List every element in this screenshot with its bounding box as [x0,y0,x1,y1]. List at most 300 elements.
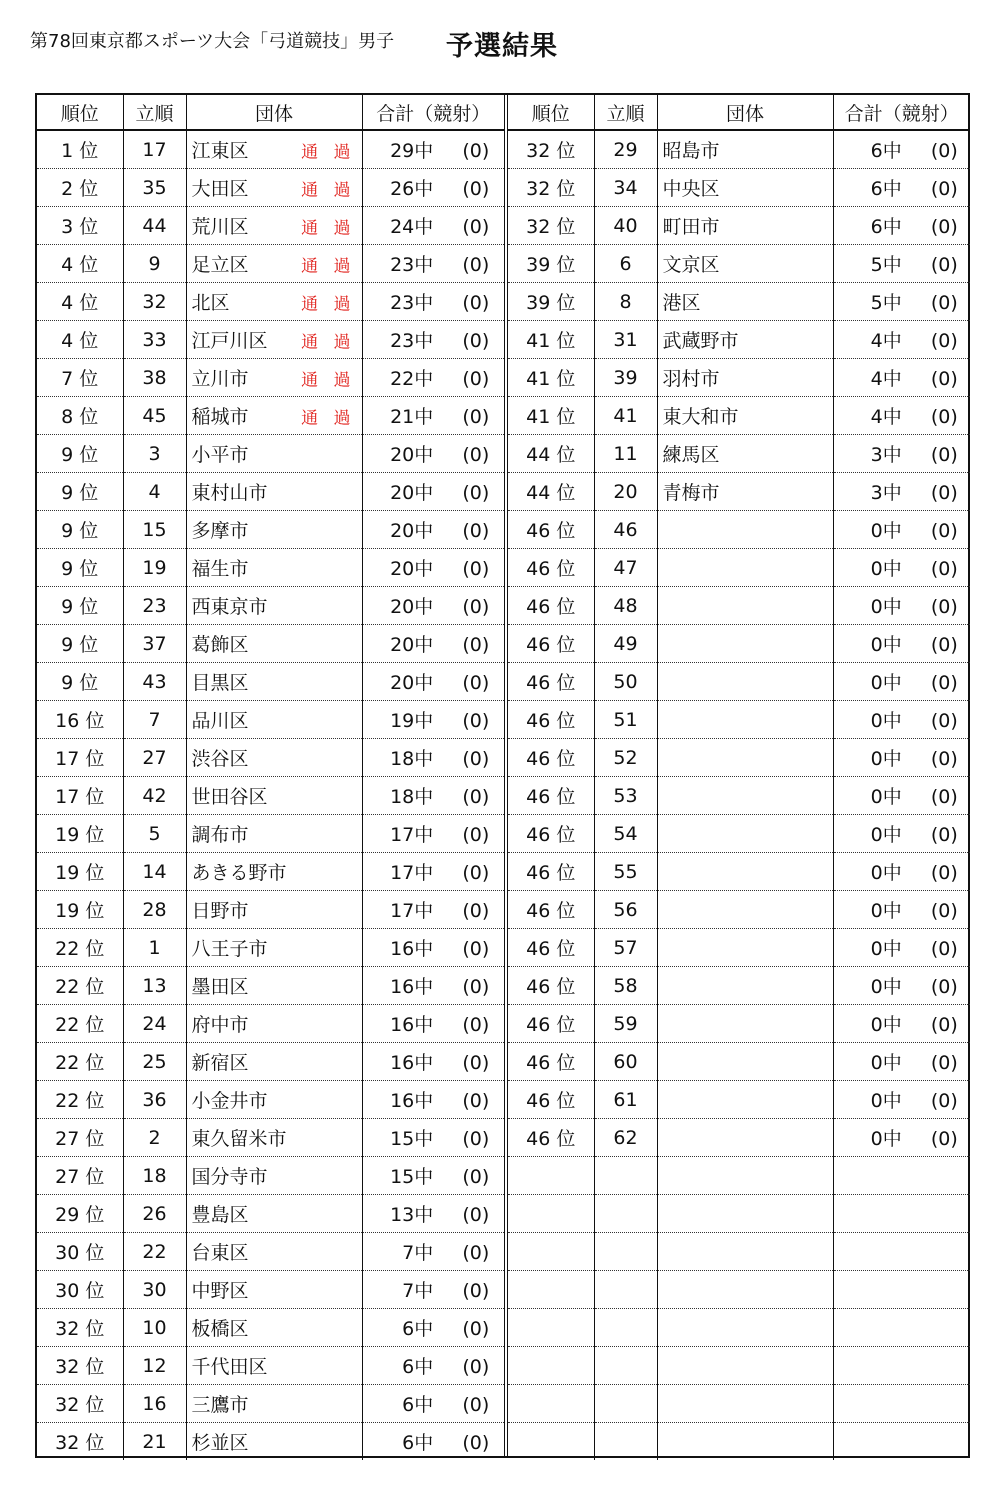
team-cell [186,1119,362,1157]
team-cell [186,1347,362,1385]
team-cell [657,1309,833,1347]
order-cell: 56 [594,891,657,929]
total-cell [362,625,504,663]
order-cell: 54 [594,815,657,853]
team-cell [657,245,833,283]
rank-cell: 46 位 [508,663,594,701]
total-hits: 3中 [870,482,902,504]
table-row [508,891,970,929]
rank-cell: 46 位 [508,1043,594,1081]
order-cell: 17 [123,130,186,169]
rank-cell: 19 位 [37,815,123,853]
table-row [37,549,504,587]
total-cell [362,1043,504,1081]
order-cell: 52 [594,739,657,777]
total-hits: 16中 [390,1090,434,1112]
total-hits: 4中 [870,330,902,352]
results-table-right [508,95,970,1456]
total-cell [833,1119,970,1157]
rank-cell: 39 位 [508,283,594,321]
team-name: 港区 [662,292,701,314]
team-cell [657,891,833,929]
header-total: 合計（競射） [833,95,970,130]
table-row [508,739,970,777]
total-cell [833,663,970,701]
team-cell [657,739,833,777]
total-cell [833,321,970,359]
total-hits: 6中 [402,1432,434,1454]
team-cell [186,967,362,1005]
team-cell [657,815,833,853]
team-name: 小平市 [191,444,249,466]
total-hits: 22中 [390,368,434,390]
rank-cell: 32 位 [508,207,594,245]
rank-cell: 9 位 [37,625,123,663]
team-cell [657,1271,833,1309]
pass-badge: 通 過 [301,142,356,162]
team-name: 青梅市 [662,482,720,504]
table-header-right [508,95,970,130]
team-cell [186,1081,362,1119]
team-name: 練馬区 [662,444,720,466]
total-hits: 23中 [390,292,434,314]
team-cell [186,130,362,169]
total-hits: 6中 [402,1318,434,1340]
total-cell [362,435,504,473]
total-hits: 0中 [870,710,902,732]
team-name: あきる野市 [191,862,287,884]
shootoff-hits: (0) [930,938,958,960]
rank-cell: 32 位 [37,1309,123,1347]
total-cell [362,1347,504,1385]
team-cell [657,169,833,207]
header-team: 団体 [657,95,833,130]
results-table-left [37,95,504,1456]
total-cell [362,663,504,701]
team-name: 小金井市 [191,1090,268,1112]
table-row [508,929,970,967]
rank-cell: 46 位 [508,853,594,891]
total-hits: 16中 [390,1052,434,1074]
shootoff-hits: (0) [930,976,958,998]
team-cell [186,169,362,207]
table-row [508,853,970,891]
rank-cell: 22 位 [37,1043,123,1081]
table-row [508,549,970,587]
total-cell [362,929,504,967]
table-row [508,815,970,853]
shootoff-hits: (0) [930,634,958,656]
team-cell [657,473,833,511]
shootoff-hits: (0) [462,710,490,732]
team-cell [186,929,362,967]
table-row [37,1271,504,1309]
order-cell: 4 [123,473,186,511]
team-name: 府中市 [191,1014,249,1036]
total-hits: 6中 [870,140,902,162]
total-cell [833,777,970,815]
order-cell: 7 [123,701,186,739]
total-hits: 0中 [870,634,902,656]
rank-cell: 22 位 [37,929,123,967]
table-row [37,207,504,245]
total-cell [362,1195,504,1233]
total-hits: 6中 [870,178,902,200]
rank-cell: 1 位 [37,130,123,169]
order-cell: 5 [123,815,186,853]
shootoff-hits: (0) [462,596,490,618]
table-row [37,321,504,359]
total-cell [833,1081,970,1119]
rank-cell [508,1271,594,1309]
shootoff-hits: (0) [462,862,490,884]
rank-cell: 32 位 [508,169,594,207]
rank-cell: 32 位 [37,1347,123,1385]
total-hits: 20中 [390,558,434,580]
total-hits: 21中 [390,406,434,428]
total-hits: 4中 [870,406,902,428]
total-hits: 0中 [870,976,902,998]
total-hits: 20中 [390,520,434,542]
shootoff-hits: (0) [930,368,958,390]
order-cell: 8 [594,283,657,321]
order-cell: 20 [594,473,657,511]
table-row [508,283,970,321]
table-row [508,169,970,207]
header-total: 合計（競射） [362,95,504,130]
rank-cell: 46 位 [508,1119,594,1157]
team-name: 江東区 [191,140,249,162]
rank-cell [508,1385,594,1423]
order-cell [594,1157,657,1195]
order-cell: 30 [123,1271,186,1309]
total-cell [362,701,504,739]
rank-cell: 44 位 [508,473,594,511]
total-hits: 15中 [390,1166,434,1188]
team-name: 国分寺市 [191,1166,268,1188]
team-name: 武蔵野市 [662,330,739,352]
total-hits: 0中 [870,1128,902,1150]
table-row [508,1119,970,1157]
team-name: 東大和市 [662,406,739,428]
total-hits: 16中 [390,976,434,998]
shootoff-hits: (0) [462,406,490,428]
order-cell: 14 [123,853,186,891]
shootoff-hits: (0) [462,976,490,998]
table-row [508,473,970,511]
team-cell [186,1385,362,1423]
team-name: 北区 [191,292,230,314]
total-cell [833,853,970,891]
order-cell: 43 [123,663,186,701]
total-cell [362,511,504,549]
rank-cell: 41 位 [508,359,594,397]
total-cell [833,435,970,473]
team-name: 三鷹市 [191,1394,249,1416]
order-cell: 26 [123,1195,186,1233]
pass-badge: 通 過 [301,180,356,200]
total-cell [833,549,970,587]
team-name: 八王子市 [191,938,268,960]
table-row [508,1309,970,1347]
shootoff-hits: (0) [462,938,490,960]
table-row [37,929,504,967]
order-cell: 11 [594,435,657,473]
table-row [37,1347,504,1385]
team-name: 昭島市 [662,140,720,162]
table-row [508,435,970,473]
order-cell: 31 [594,321,657,359]
team-cell [186,891,362,929]
total-hits: 20中 [390,596,434,618]
team-cell [186,853,362,891]
shootoff-hits: (0) [462,1128,490,1150]
shootoff-hits: (0) [462,444,490,466]
team-cell [186,359,362,397]
team-name: 墨田区 [191,976,249,998]
team-cell [186,1005,362,1043]
shootoff-hits: (0) [462,1090,490,1112]
shootoff-hits: (0) [462,900,490,922]
rank-cell: 30 位 [37,1233,123,1271]
shootoff-hits: (0) [462,520,490,542]
order-cell: 44 [123,207,186,245]
total-cell [833,967,970,1005]
team-cell [657,359,833,397]
total-cell [833,739,970,777]
table-row [508,701,970,739]
order-cell: 57 [594,929,657,967]
team-cell [186,549,362,587]
total-hits: 0中 [870,1014,902,1036]
shootoff-hits: (0) [930,216,958,238]
total-cell [362,359,504,397]
total-hits: 0中 [870,900,902,922]
team-cell [657,1081,833,1119]
team-cell [657,663,833,701]
table-row [37,130,504,169]
table-row [508,207,970,245]
header-order: 立順 [594,95,657,130]
shootoff-hits: (0) [930,406,958,428]
rank-cell: 9 位 [37,511,123,549]
order-cell: 34 [594,169,657,207]
table-row [37,1423,504,1461]
rank-cell: 32 位 [508,130,594,169]
team-name: 羽村市 [662,368,720,390]
shootoff-hits: (0) [930,710,958,732]
table-row [508,587,970,625]
total-cell [833,245,970,283]
total-hits: 18中 [390,748,434,770]
order-cell: 1 [123,929,186,967]
rank-cell: 46 位 [508,587,594,625]
total-hits: 15中 [390,1128,434,1150]
total-cell [833,1423,970,1461]
shootoff-hits: (0) [462,178,490,200]
table-row [37,739,504,777]
total-hits: 0中 [870,1052,902,1074]
team-cell [186,1043,362,1081]
document-title: 予選結果 [446,31,558,62]
order-cell: 18 [123,1157,186,1195]
shootoff-hits: (0) [930,330,958,352]
rank-cell: 4 位 [37,321,123,359]
total-cell [362,1005,504,1043]
team-name: 福生市 [191,558,249,580]
rank-cell: 46 位 [508,625,594,663]
total-hits: 0中 [870,558,902,580]
table-body-left [37,130,504,1460]
total-hits: 0中 [870,1090,902,1112]
rank-cell: 46 位 [508,777,594,815]
table-row [37,1233,504,1271]
table-header-left [37,95,504,130]
total-hits: 23中 [390,330,434,352]
team-cell [657,397,833,435]
order-cell [594,1233,657,1271]
header-rank: 順位 [508,95,594,130]
team-cell [657,283,833,321]
rank-cell: 4 位 [37,245,123,283]
table-row [37,1081,504,1119]
shootoff-hits: (0) [462,1356,490,1378]
total-cell [362,1309,504,1347]
rank-cell: 9 位 [37,549,123,587]
table-row [37,587,504,625]
team-cell [657,435,833,473]
team-cell [186,1233,362,1271]
rank-cell [508,1309,594,1347]
team-cell [186,245,362,283]
rank-cell: 22 位 [37,967,123,1005]
total-hits: 7中 [402,1242,434,1264]
total-cell [833,701,970,739]
total-cell [833,891,970,929]
shootoff-hits: (0) [930,178,958,200]
rank-cell: 46 位 [508,967,594,1005]
order-cell: 9 [123,245,186,283]
total-hits: 16中 [390,1014,434,1036]
team-name: 中央区 [662,178,720,200]
order-cell: 45 [123,397,186,435]
shootoff-hits: (0) [930,1052,958,1074]
rank-cell: 3 位 [37,207,123,245]
total-cell [362,169,504,207]
header-team: 団体 [186,95,362,130]
total-hits: 13中 [390,1204,434,1226]
order-cell: 22 [123,1233,186,1271]
total-hits: 0中 [870,938,902,960]
shootoff-hits: (0) [930,482,958,504]
total-hits: 5中 [870,292,902,314]
pass-badge: 通 過 [301,294,356,314]
shootoff-hits: (0) [462,292,490,314]
total-cell [362,1271,504,1309]
table-row [37,435,504,473]
shootoff-hits: (0) [462,330,490,352]
total-hits: 7中 [402,1280,434,1302]
order-cell: 32 [123,283,186,321]
total-hits: 20中 [390,482,434,504]
team-cell [186,587,362,625]
table-row [37,359,504,397]
table-row [37,1309,504,1347]
team-cell [657,967,833,1005]
team-name: 足立区 [191,254,249,276]
rank-cell: 9 位 [37,473,123,511]
team-cell [657,625,833,663]
total-cell [362,777,504,815]
total-cell [833,815,970,853]
team-cell [657,1385,833,1423]
team-cell [657,1347,833,1385]
total-hits: 5中 [870,254,902,276]
table-row [508,1081,970,1119]
rank-cell: 39 位 [508,245,594,283]
pass-badge: 通 過 [301,218,356,238]
total-cell [362,1119,504,1157]
team-name: 多摩市 [191,520,249,542]
rank-cell [508,1157,594,1195]
team-cell [186,511,362,549]
shootoff-hits: (0) [462,1318,490,1340]
total-cell [833,511,970,549]
order-cell: 28 [123,891,186,929]
total-hits: 4中 [870,368,902,390]
total-hits: 0中 [870,520,902,542]
total-cell [833,283,970,321]
pass-badge: 通 過 [301,408,356,428]
total-cell [833,1005,970,1043]
order-cell: 47 [594,549,657,587]
team-name: 中野区 [191,1280,249,1302]
table-row [508,1233,970,1271]
team-name: 目黒区 [191,672,249,694]
table-row [508,777,970,815]
shootoff-hits: (0) [462,140,490,162]
order-cell: 33 [123,321,186,359]
table-row [37,701,504,739]
total-cell [833,207,970,245]
table-row [37,169,504,207]
table-row [508,1385,970,1423]
order-cell: 12 [123,1347,186,1385]
shootoff-hits: (0) [462,1014,490,1036]
team-cell [186,739,362,777]
rank-cell: 19 位 [37,853,123,891]
table-row [37,1157,504,1195]
total-cell [833,587,970,625]
team-cell [657,701,833,739]
order-cell: 15 [123,511,186,549]
rank-cell: 22 位 [37,1005,123,1043]
team-name: 杉並区 [191,1432,249,1454]
order-cell: 29 [594,130,657,169]
shootoff-hits: (0) [930,292,958,314]
order-cell [594,1385,657,1423]
total-cell [362,967,504,1005]
rank-cell: 27 位 [37,1119,123,1157]
order-cell: 39 [594,359,657,397]
order-cell: 58 [594,967,657,1005]
order-cell: 3 [123,435,186,473]
shootoff-hits: (0) [930,596,958,618]
total-hits: 0中 [870,596,902,618]
table-row [37,1119,504,1157]
rank-cell: 46 位 [508,891,594,929]
rank-cell: 46 位 [508,815,594,853]
